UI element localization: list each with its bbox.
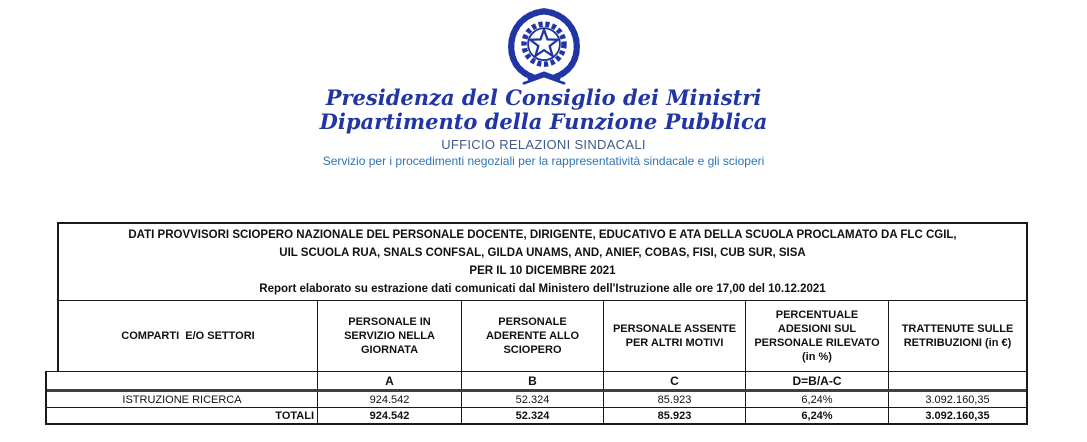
org-name: Presidenza del Consiglio dei Ministri [325,85,762,110]
sector-cell: ISTRUZIONE RICERCA [122,393,242,406]
column-code-row [47,372,1026,389]
report-title-line-1: DATI PROVVISORI SCIOPERO NAZIONALE DEL PERSONALE DOCENTE, DIRIGENTE, EDUCATIVO E ATA DELLA SCUOLA PROCLAMATO DA FLC CGIL, [128,229,957,241]
value-personale-assente: 85.923 [603,392,745,407]
code-cell-formula: D=B/A-C [745,372,888,389]
total-personale-assente: 85.923 [603,408,745,423]
table-row-totali [47,407,1026,423]
code-cell-empty [47,372,317,389]
code-cell-empty-2 [888,372,1026,389]
office-title: UFFICIO RELAZIONI SINDACALI [441,137,646,152]
code-cell-a: A [317,372,461,389]
table-row-istruzione-ricerca [47,392,1026,407]
value-personale-aderente: 52.324 [461,392,603,407]
report-title-block [57,222,1028,300]
code-cell-b: B [461,372,603,389]
code-cell-c: C [603,372,745,389]
total-personale-aderente: 52.324 [461,408,603,423]
total-trattenute: 3.092.160,35 [888,408,1026,423]
value-percentuale: 6,24% [745,392,888,407]
report-title-line-3: PER IL 10 DICEMBRE 2021 [469,265,616,277]
org-department: Dipartimento della Funzione Pubblica [319,109,768,134]
letterhead [0,6,1087,168]
column-header-personale-aderente: PERSONALE ADERENTE ALLO SCIOPERO [461,301,603,371]
column-header-personale-assente: PERSONALE ASSENTE PER ALTRI MOTIVI [603,301,745,371]
report-title-line-2: UIL SCUOLA RUA, SNALS CONFSAL, GILDA UNAMS, AND, ANIEF, COBAS, FISI, CUB SUR, SISA [279,247,806,259]
table-body [45,371,1028,425]
value-personale-servizio: 924.542 [317,392,461,407]
total-personale-servizio: 924.542 [317,408,461,423]
total-percentuale: 6,24% [745,408,888,423]
value-trattenute: 3.092.160,35 [888,392,1026,407]
table-header-row [57,300,1028,371]
emblem-wrap [0,6,1087,86]
column-header-percentuale-adesioni: PERCENTUALE ADESIONI SUL PERSONALE RILEVATO (in %) [745,301,888,371]
column-header-personale-servizio: PERSONALE IN SERVIZIO NELLA GIORNATA [317,301,461,371]
column-header-comparti: COMPARTI E/O SETTORI [121,330,255,342]
italian-republic-emblem-icon [498,6,590,86]
service-subtitle: Servizio per i procedimenti negoziali per la rappresentatività sindacale e gli scioperi [322,154,765,168]
report-title-line-4: Report elaborato su estrazione dati comunicati dal Ministero dell'Istruzione alle ore 17,00 del 10.12.2021 [259,283,826,295]
column-header-trattenute: TRATTENUTE SULLE RETRIBUZIONI (in €) [888,301,1026,371]
totals-label: TOTALI [275,409,314,422]
